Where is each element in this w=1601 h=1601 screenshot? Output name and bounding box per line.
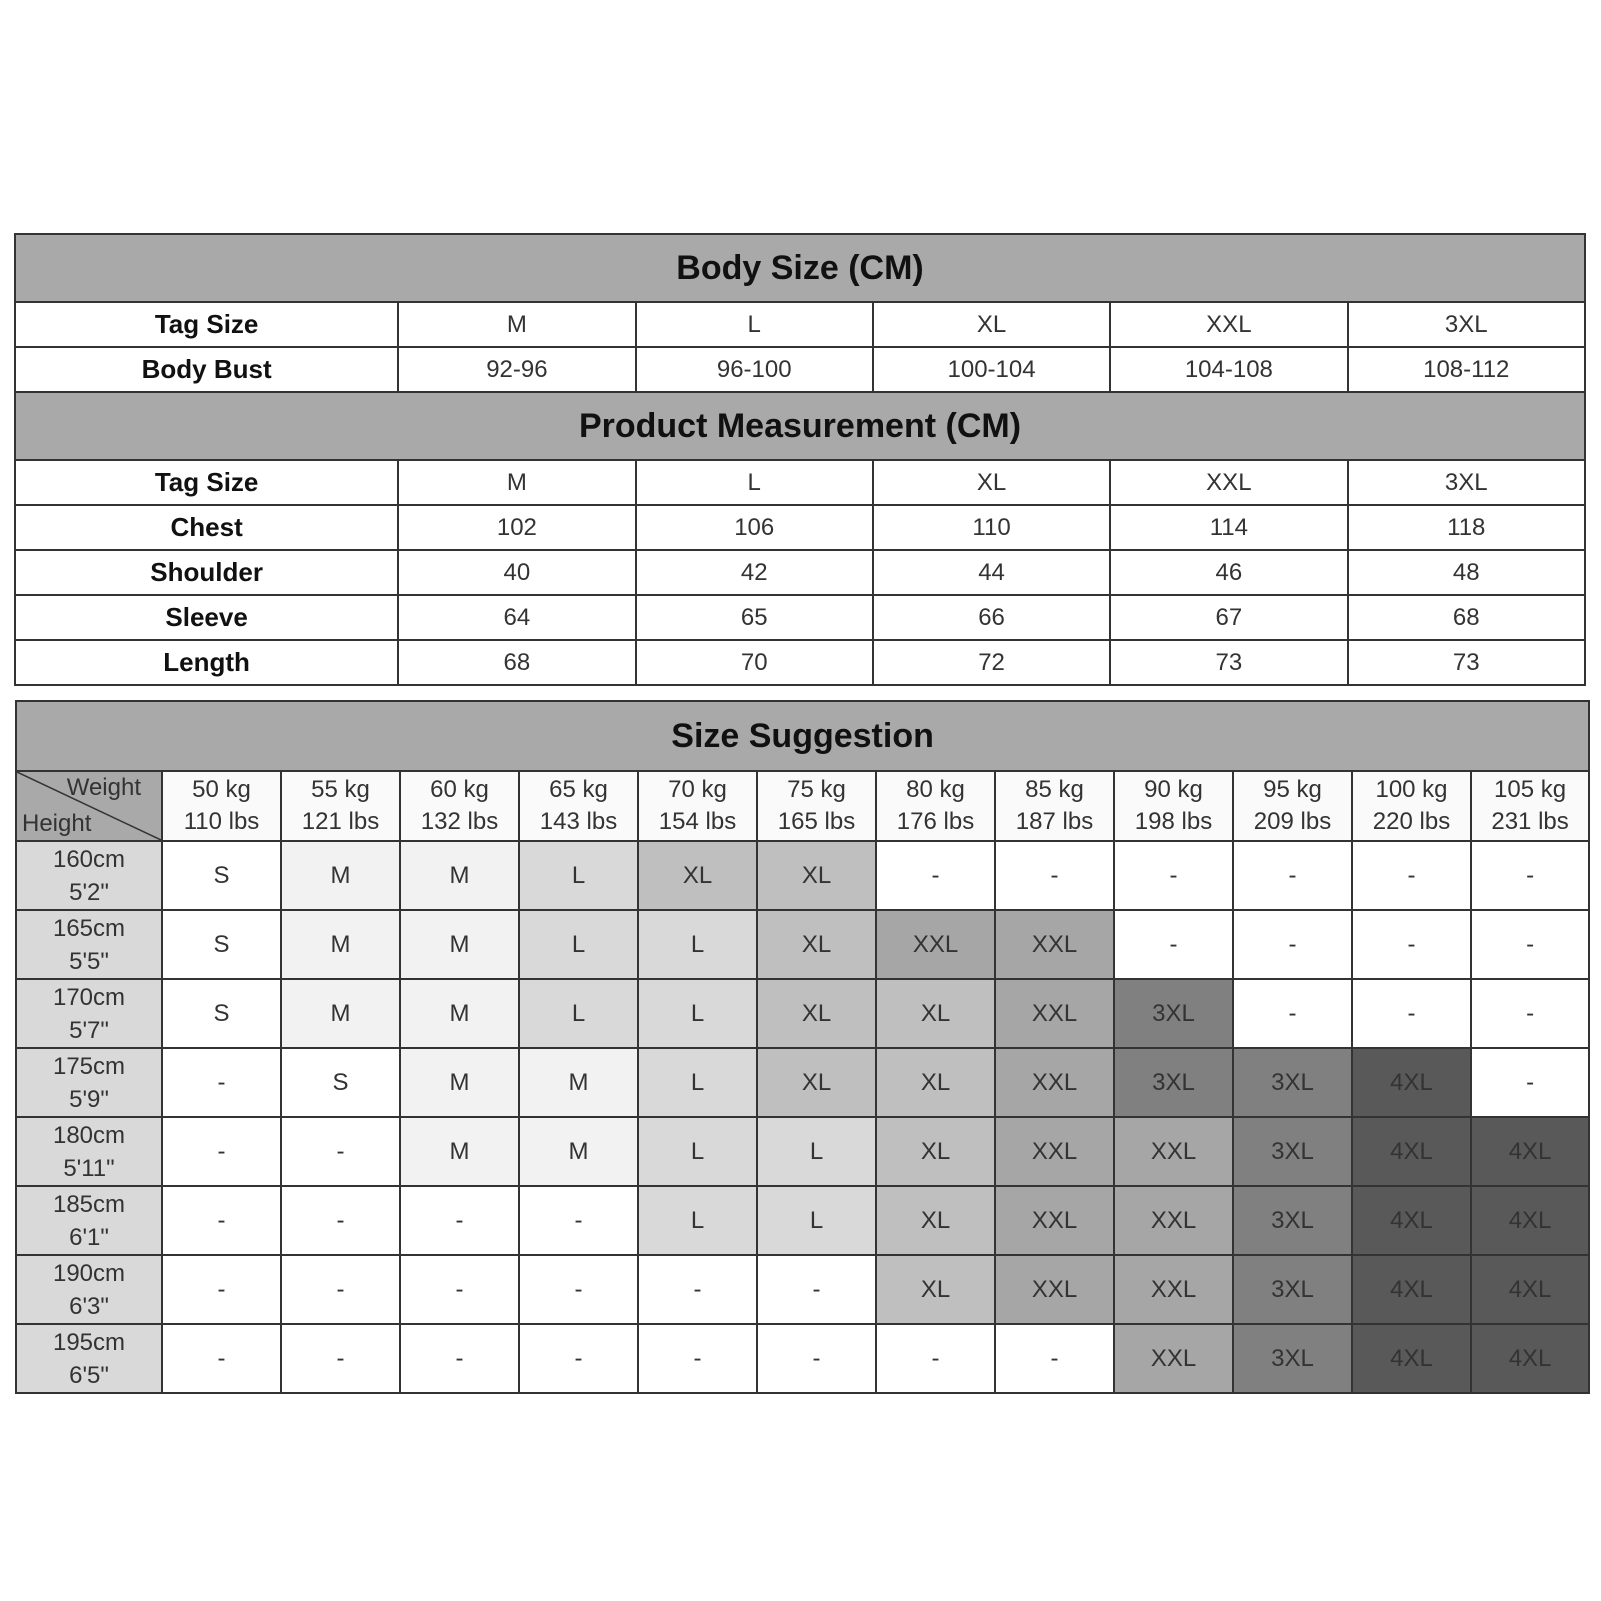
weight-kg: 65 kg bbox=[549, 776, 608, 803]
size-cell: S bbox=[281, 1048, 400, 1117]
value-cell: 114 bbox=[1110, 505, 1347, 550]
weight-lbs: 220 lbs bbox=[1372, 808, 1451, 835]
size-cell: S bbox=[162, 979, 281, 1048]
size-cell: L bbox=[757, 1117, 876, 1186]
size-cell: 4XL bbox=[1352, 1186, 1471, 1255]
size-cell: - bbox=[519, 1255, 638, 1324]
size-cell: 4XL bbox=[1352, 1324, 1471, 1393]
height-cm: 165cm bbox=[52, 914, 126, 942]
weight-header-row bbox=[16, 771, 1589, 841]
row-label: Shoulder bbox=[15, 550, 398, 595]
size-cell: - bbox=[519, 1324, 638, 1393]
size-suggestion-title: Size Suggestion bbox=[16, 701, 1589, 771]
value-cell: 106 bbox=[636, 505, 873, 550]
size-cell: XXL bbox=[1114, 1255, 1233, 1324]
size-cell: - bbox=[1352, 841, 1471, 910]
value-cell: 66 bbox=[873, 595, 1110, 640]
value-cell: 108-112 bbox=[1348, 347, 1585, 392]
table-row bbox=[16, 1186, 1589, 1255]
size-cell: - bbox=[1233, 910, 1352, 979]
value-cell: 102 bbox=[398, 505, 635, 550]
size-cell: XXL bbox=[1114, 1324, 1233, 1393]
value-cell: M bbox=[398, 302, 635, 347]
size-cell: 3XL bbox=[1233, 1048, 1352, 1117]
weight-header bbox=[1233, 771, 1352, 841]
value-cell: L bbox=[636, 460, 873, 505]
size-cell: - bbox=[757, 1255, 876, 1324]
value-cell: 67 bbox=[1110, 595, 1347, 640]
weight-lbs: 121 lbs bbox=[301, 808, 380, 835]
size-cell: 3XL bbox=[1114, 979, 1233, 1048]
size-cell: - bbox=[876, 841, 995, 910]
row-label: Sleeve bbox=[15, 595, 398, 640]
table-row bbox=[16, 1255, 1589, 1324]
size-cell: - bbox=[1114, 910, 1233, 979]
height-header bbox=[16, 1117, 162, 1186]
weight-lbs: 176 lbs bbox=[896, 808, 975, 835]
size-cell: M bbox=[400, 979, 519, 1048]
value-cell: 104-108 bbox=[1110, 347, 1347, 392]
size-cell: - bbox=[1233, 979, 1352, 1048]
size-cell: XXL bbox=[876, 910, 995, 979]
height-ft: 6'3" bbox=[69, 1292, 109, 1320]
value-cell: 73 bbox=[1348, 640, 1585, 685]
size-cell: - bbox=[1114, 841, 1233, 910]
table-row bbox=[16, 841, 1589, 910]
size-cell: L bbox=[519, 841, 638, 910]
value-cell: 72 bbox=[873, 640, 1110, 685]
height-cm: 195cm bbox=[52, 1328, 126, 1356]
size-cell: - bbox=[400, 1255, 519, 1324]
size-cell: - bbox=[638, 1324, 757, 1393]
size-cell: XXL bbox=[995, 910, 1114, 979]
table-row bbox=[16, 979, 1589, 1048]
size-cell: M bbox=[400, 1117, 519, 1186]
size-cell: XL bbox=[876, 979, 995, 1048]
weight-lbs: 198 lbs bbox=[1134, 808, 1213, 835]
size-cell: - bbox=[1471, 1048, 1589, 1117]
size-cell: L bbox=[757, 1186, 876, 1255]
height-header bbox=[16, 1186, 162, 1255]
size-cell: 4XL bbox=[1352, 1048, 1471, 1117]
height-header bbox=[16, 1324, 162, 1393]
height-header bbox=[16, 1048, 162, 1117]
size-suggestion-table bbox=[15, 700, 1590, 1394]
row-label: Tag Size bbox=[15, 460, 398, 505]
weight-header bbox=[995, 771, 1114, 841]
value-cell: XXL bbox=[1110, 302, 1347, 347]
size-cell: S bbox=[162, 841, 281, 910]
size-cell: 4XL bbox=[1471, 1255, 1589, 1324]
height-cm: 175cm bbox=[52, 1052, 126, 1080]
size-cell: 3XL bbox=[1233, 1186, 1352, 1255]
height-cm: 180cm bbox=[52, 1121, 126, 1149]
weight-kg: 70 kg bbox=[668, 776, 727, 803]
size-cell: - bbox=[281, 1255, 400, 1324]
size-cell: M bbox=[519, 1117, 638, 1186]
weight-lbs: 154 lbs bbox=[658, 808, 737, 835]
size-cell: - bbox=[1233, 841, 1352, 910]
weight-header bbox=[400, 771, 519, 841]
row-label: Tag Size bbox=[15, 302, 398, 347]
size-cell: - bbox=[162, 1324, 281, 1393]
weight-header bbox=[757, 771, 876, 841]
height-header bbox=[16, 1255, 162, 1324]
height-ft: 5'11" bbox=[63, 1154, 115, 1182]
size-cell: L bbox=[638, 1186, 757, 1255]
size-cell: XL bbox=[876, 1117, 995, 1186]
weight-kg: 80 kg bbox=[906, 776, 965, 803]
weight-kg: 95 kg bbox=[1263, 776, 1322, 803]
size-cell: L bbox=[519, 979, 638, 1048]
weight-kg: 50 kg bbox=[192, 776, 251, 803]
corner-height-label: Height bbox=[22, 810, 92, 837]
height-ft: 5'9" bbox=[69, 1085, 109, 1113]
size-cell: - bbox=[281, 1186, 400, 1255]
weight-header bbox=[1352, 771, 1471, 841]
value-cell: 100-104 bbox=[873, 347, 1110, 392]
weight-header bbox=[1114, 771, 1233, 841]
size-cell: XL bbox=[757, 841, 876, 910]
size-cell: M bbox=[281, 979, 400, 1048]
weight-kg: 60 kg bbox=[430, 776, 489, 803]
size-cell: - bbox=[1352, 979, 1471, 1048]
weight-kg: 100 kg bbox=[1375, 776, 1448, 803]
value-cell: XL bbox=[873, 302, 1110, 347]
size-cell: L bbox=[638, 1048, 757, 1117]
height-cm: 190cm bbox=[52, 1259, 126, 1287]
value-cell: 73 bbox=[1110, 640, 1347, 685]
table-row bbox=[15, 595, 1585, 640]
table-row bbox=[15, 550, 1585, 595]
size-cell: 3XL bbox=[1233, 1117, 1352, 1186]
size-cell: 3XL bbox=[1233, 1324, 1352, 1393]
height-ft: 5'2" bbox=[69, 878, 109, 906]
row-label: Body Bust bbox=[15, 347, 398, 392]
size-cell: M bbox=[400, 910, 519, 979]
height-ft: 6'1" bbox=[69, 1223, 109, 1251]
value-cell: 110 bbox=[873, 505, 1110, 550]
size-cell: - bbox=[1471, 841, 1589, 910]
value-cell: 96-100 bbox=[636, 347, 873, 392]
value-cell: 48 bbox=[1348, 550, 1585, 595]
size-cell: XXL bbox=[995, 1255, 1114, 1324]
size-cell: XXL bbox=[995, 1186, 1114, 1255]
size-cell: L bbox=[638, 979, 757, 1048]
height-cm: 160cm bbox=[52, 845, 126, 873]
value-cell: XL bbox=[873, 460, 1110, 505]
table-row bbox=[15, 505, 1585, 550]
value-cell: 68 bbox=[1348, 595, 1585, 640]
corner-weight-label: Weight bbox=[66, 774, 141, 801]
weight-lbs: 143 lbs bbox=[539, 808, 618, 835]
value-cell: 3XL bbox=[1348, 460, 1585, 505]
size-cell: L bbox=[519, 910, 638, 979]
weight-kg: 55 kg bbox=[311, 776, 370, 803]
size-cell: 4XL bbox=[1352, 1117, 1471, 1186]
weight-lbs: 110 lbs bbox=[183, 808, 260, 835]
weight-lbs: 187 lbs bbox=[1015, 808, 1094, 835]
size-cell: - bbox=[757, 1324, 876, 1393]
value-cell: 68 bbox=[398, 640, 635, 685]
weight-kg: 105 kg bbox=[1494, 776, 1567, 803]
size-cell: - bbox=[400, 1324, 519, 1393]
size-cell: L bbox=[638, 910, 757, 979]
body-size-title: Body Size (CM) bbox=[15, 234, 1585, 302]
height-header bbox=[16, 979, 162, 1048]
size-chart-table bbox=[14, 233, 1586, 686]
size-cell: 4XL bbox=[1352, 1255, 1471, 1324]
size-cell: XL bbox=[876, 1048, 995, 1117]
size-cell: - bbox=[162, 1117, 281, 1186]
size-cell: M bbox=[400, 1048, 519, 1117]
size-cell: XL bbox=[757, 910, 876, 979]
size-cell: XXL bbox=[995, 1048, 1114, 1117]
size-cell: - bbox=[1471, 979, 1589, 1048]
value-cell: 118 bbox=[1348, 505, 1585, 550]
size-cell: XXL bbox=[1114, 1186, 1233, 1255]
value-cell: 40 bbox=[398, 550, 635, 595]
size-cell: L bbox=[638, 1117, 757, 1186]
size-cell: M bbox=[400, 841, 519, 910]
corner-header bbox=[16, 771, 162, 841]
height-ft: 5'7" bbox=[69, 1016, 109, 1044]
size-cell: 3XL bbox=[1114, 1048, 1233, 1117]
size-cell: - bbox=[400, 1186, 519, 1255]
weight-header bbox=[876, 771, 995, 841]
size-cell: M bbox=[281, 910, 400, 979]
table-row bbox=[15, 347, 1585, 392]
weight-lbs: 165 lbs bbox=[777, 808, 856, 835]
table-row bbox=[15, 302, 1585, 347]
value-cell: 64 bbox=[398, 595, 635, 640]
weight-kg: 85 kg bbox=[1025, 776, 1084, 803]
weight-lbs: 209 lbs bbox=[1253, 808, 1332, 835]
value-cell: 46 bbox=[1110, 550, 1347, 595]
size-cell: M bbox=[281, 841, 400, 910]
row-label: Chest bbox=[15, 505, 398, 550]
size-cell: - bbox=[1471, 910, 1589, 979]
size-cell: - bbox=[1352, 910, 1471, 979]
value-cell: 65 bbox=[636, 595, 873, 640]
table-row bbox=[15, 640, 1585, 685]
weight-kg: 90 kg bbox=[1144, 776, 1203, 803]
size-cell: - bbox=[281, 1117, 400, 1186]
size-cell: - bbox=[995, 1324, 1114, 1393]
table-row bbox=[15, 460, 1585, 505]
value-cell: 44 bbox=[873, 550, 1110, 595]
size-cell: - bbox=[876, 1324, 995, 1393]
table-row bbox=[16, 1324, 1589, 1393]
product-measurement-title: Product Measurement (CM) bbox=[15, 392, 1585, 460]
value-cell: L bbox=[636, 302, 873, 347]
weight-header bbox=[519, 771, 638, 841]
height-cm: 170cm bbox=[52, 983, 126, 1011]
weight-header bbox=[281, 771, 400, 841]
size-cell: - bbox=[519, 1186, 638, 1255]
size-cell: XL bbox=[757, 1048, 876, 1117]
weight-header bbox=[1471, 771, 1589, 841]
size-cell: XL bbox=[638, 841, 757, 910]
size-cell: XXL bbox=[995, 979, 1114, 1048]
size-cell: M bbox=[519, 1048, 638, 1117]
size-cell: XXL bbox=[1114, 1117, 1233, 1186]
value-cell: M bbox=[398, 460, 635, 505]
table-row bbox=[16, 1117, 1589, 1186]
value-cell: 70 bbox=[636, 640, 873, 685]
value-cell: 92-96 bbox=[398, 347, 635, 392]
weight-header bbox=[638, 771, 757, 841]
size-cell: 4XL bbox=[1471, 1117, 1589, 1186]
height-header bbox=[16, 910, 162, 979]
height-ft: 6'5" bbox=[69, 1361, 109, 1389]
height-cm: 185cm bbox=[52, 1190, 126, 1218]
value-cell: XXL bbox=[1110, 460, 1347, 505]
table-row bbox=[16, 910, 1589, 979]
size-cell: XL bbox=[757, 979, 876, 1048]
size-cell: - bbox=[162, 1255, 281, 1324]
weight-lbs: 132 lbs bbox=[420, 808, 499, 835]
weight-kg: 75 kg bbox=[787, 776, 846, 803]
size-cell: XXL bbox=[995, 1117, 1114, 1186]
height-ft: 5'5" bbox=[69, 947, 109, 975]
size-cell: - bbox=[281, 1324, 400, 1393]
table-row bbox=[16, 1048, 1589, 1117]
size-cell: S bbox=[162, 910, 281, 979]
size-cell: - bbox=[638, 1255, 757, 1324]
size-cell: - bbox=[162, 1186, 281, 1255]
height-header bbox=[16, 841, 162, 910]
row-label: Length bbox=[15, 640, 398, 685]
weight-header bbox=[162, 771, 281, 841]
value-cell: 42 bbox=[636, 550, 873, 595]
size-cell: - bbox=[995, 841, 1114, 910]
size-cell: 4XL bbox=[1471, 1186, 1589, 1255]
size-cell: XL bbox=[876, 1255, 995, 1324]
size-cell: - bbox=[162, 1048, 281, 1117]
size-cell: XL bbox=[876, 1186, 995, 1255]
weight-lbs: 231 lbs bbox=[1491, 808, 1569, 835]
size-cell: 4XL bbox=[1471, 1324, 1589, 1393]
size-cell: 3XL bbox=[1233, 1255, 1352, 1324]
value-cell: 3XL bbox=[1348, 302, 1585, 347]
